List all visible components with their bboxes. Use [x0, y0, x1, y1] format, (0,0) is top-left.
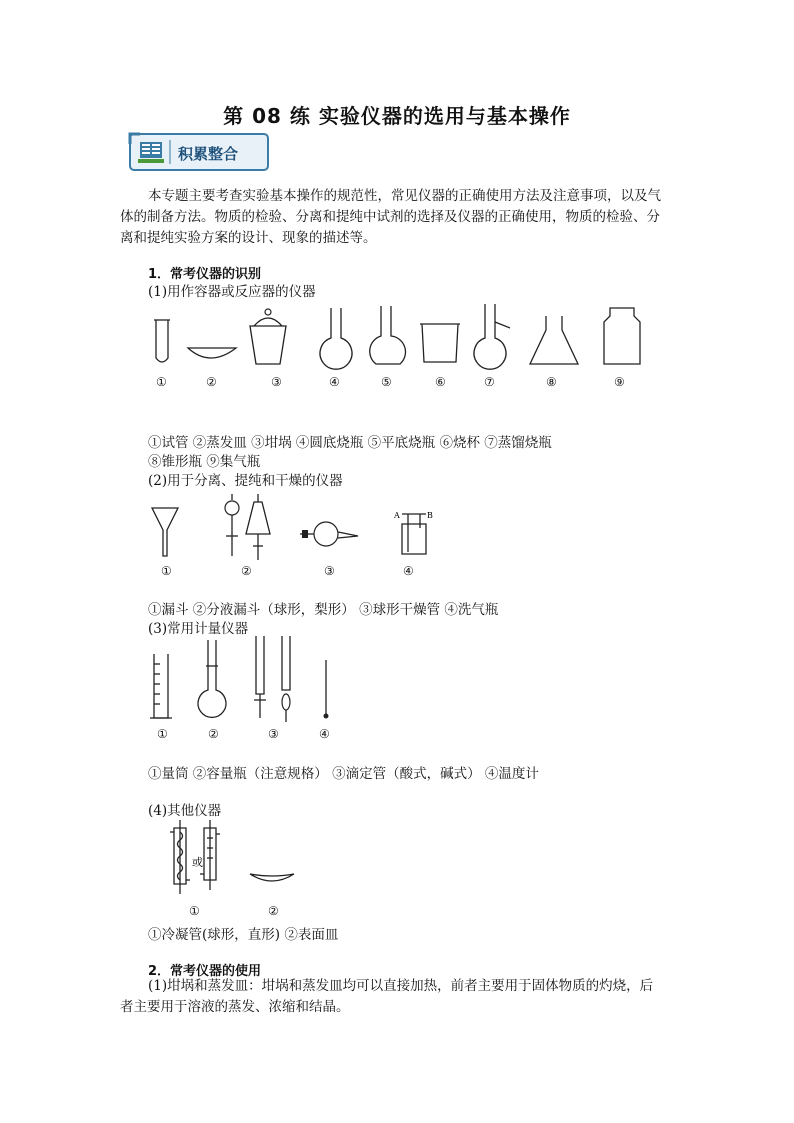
sub4-caption: ①冷凝管(球形，直形) ②表面皿 [148, 927, 339, 943]
mark-1-4: ④ [329, 375, 340, 389]
sub3-caption: ①量筒 ②容量瓶（注意规格） ③滴定管（酸式，碱式） ④温度计 [148, 766, 539, 782]
mark-1-7: ⑦ [484, 375, 495, 389]
flat-bottom-flask [370, 306, 406, 364]
mark-2-2: ② [241, 564, 252, 578]
mark-3-3: ③ [268, 727, 279, 741]
distilling-flask [474, 304, 510, 369]
mark-1-5: ⑤ [381, 375, 392, 389]
page-title: 第 08 练 实验仪器的选用与基本操作 [223, 104, 571, 128]
intro-line-2: 体的制备方法。物质的检验、分离和提纯中试剂的选择及仪器的正确使用，物质的检验、分 [120, 209, 660, 225]
book-icon [138, 142, 164, 163]
mark-3-2: ② [208, 727, 219, 741]
section2-line-1: (1)坩埚和蒸发皿：坩埚和蒸发皿均可以直接加热，前者主要用于固体物质的灼烧，后 [148, 978, 654, 994]
intro-line-1: 本专题主要考查实验基本操作的规范性，常见仪器的正确使用方法及注意事项，以及气 [148, 188, 661, 204]
gas-jar [604, 308, 640, 364]
label-a: A [394, 511, 400, 520]
gas-washing-bottle [402, 514, 426, 554]
sub4-heading: (4)其他仪器 [148, 803, 222, 819]
mark-1-1: ① [156, 375, 167, 389]
badge-label: 积累整合 [178, 145, 239, 163]
evaporating-dish [188, 348, 236, 358]
mark-3-4: ④ [319, 727, 330, 741]
mark-1-6: ⑥ [435, 375, 446, 389]
sub3-heading: (3)常用计量仪器 [148, 621, 249, 637]
beaker [420, 324, 460, 362]
test-tube [154, 320, 170, 362]
section1-heading: 1．常考仪器的识别 [148, 267, 262, 282]
condenser-bulb [170, 820, 190, 894]
volumetric-flask [198, 640, 226, 717]
funnel [152, 508, 178, 556]
label-b: B [427, 511, 433, 520]
sub1-heading: (1)用作容器或反应器的仪器 [148, 284, 316, 300]
separatory-funnel-spherical [225, 494, 239, 556]
mark-1-9: ⑨ [614, 375, 625, 389]
separation-apparatus-figure [140, 490, 440, 566]
mark-1-8: ⑧ [546, 375, 557, 389]
round-bottom-flask [320, 308, 352, 369]
mark-4-2: ② [268, 904, 279, 918]
burette-base [282, 636, 290, 722]
mark-2-1: ① [161, 564, 172, 578]
mark-2-4: ④ [403, 564, 414, 578]
or-label: 或 [192, 856, 203, 869]
container-apparatus-figure [140, 300, 660, 378]
mark-2-3: ③ [324, 564, 335, 578]
condenser-straight [200, 820, 220, 890]
intro-line-3: 离和提纯实验方案的设计、现象的描述等。 [120, 230, 377, 246]
other-apparatus-figure [140, 818, 310, 896]
watch-glass [250, 874, 294, 881]
mark-3-1: ① [157, 727, 168, 741]
drying-tube [300, 522, 358, 546]
sub1-caption-2: ⑧锥形瓶 ⑨集气瓶 [148, 454, 261, 470]
sub1-caption-1: ①试管 ②蒸发皿 ③坩埚 ④圆底烧瓶 ⑤平底烧瓶 ⑥烧杯 ⑦蒸馏烧瓶 [148, 435, 552, 451]
section2-heading: 2．常考仪器的使用 [148, 964, 262, 979]
sub2-caption: ①漏斗 ②分液漏斗（球形，梨形） ③球形干燥管 ④洗气瓶 [148, 602, 499, 618]
section2-line-2: 者主要用于溶液的蒸发、浓缩和结晶。 [120, 999, 350, 1015]
section-badge [126, 130, 272, 174]
mark-4-1: ① [189, 904, 200, 918]
crucible [250, 309, 286, 364]
mark-1-3: ③ [271, 375, 282, 389]
measuring-apparatus-figure [140, 634, 360, 724]
burette-acid [254, 636, 266, 718]
graduated-cylinder [150, 654, 172, 718]
sub2-heading: (2)用于分离、提纯和干燥的仪器 [148, 473, 343, 489]
mark-1-2: ② [206, 375, 217, 389]
thermometer [324, 660, 329, 719]
conical-flask [530, 316, 578, 364]
separatory-funnel-pear [246, 494, 270, 560]
